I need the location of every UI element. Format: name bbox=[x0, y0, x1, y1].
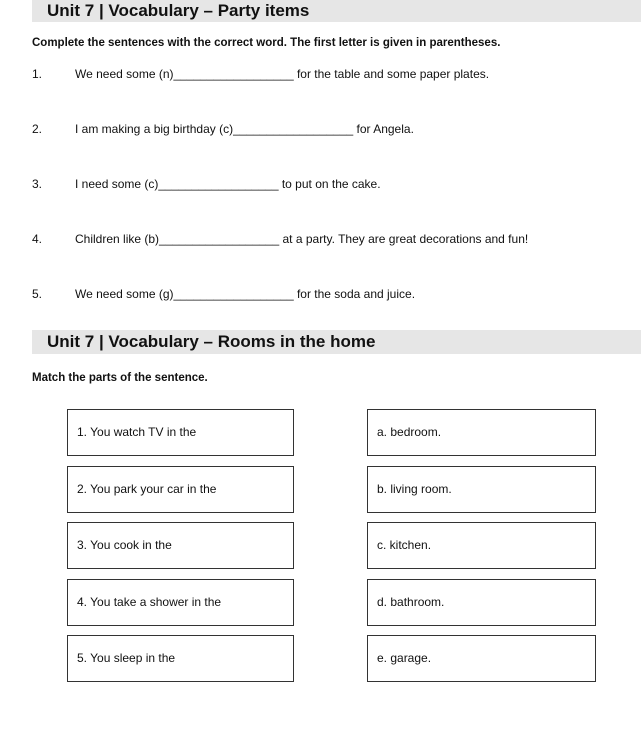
question-number: 1. bbox=[32, 67, 43, 81]
match-left-item: 1. You watch TV in the bbox=[67, 409, 294, 456]
question-text: Children like (b)__________________ at a party. They are great decorations and fun! bbox=[75, 232, 529, 246]
instruction-rooms: Match the parts of the sentence. bbox=[32, 372, 208, 384]
question-number: 3. bbox=[32, 177, 43, 191]
match-right-item: e. garage. bbox=[367, 635, 596, 682]
section-title-party-items: Unit 7 | Vocabulary – Party items bbox=[32, 0, 641, 22]
match-right-item: c. kitchen. bbox=[367, 522, 596, 569]
question-number: 4. bbox=[32, 232, 43, 246]
match-left-item: 2. You park your car in the bbox=[67, 466, 294, 513]
question-number: 5. bbox=[32, 287, 43, 301]
match-left-item: 4. You take a shower in the bbox=[67, 579, 294, 626]
question-number: 2. bbox=[32, 122, 43, 136]
question-text: We need some (g)__________________ for the soda and juice. bbox=[75, 287, 416, 301]
question-text: I need some (c)__________________ to put on the cake. bbox=[75, 177, 381, 191]
match-left-item: 3. You cook in the bbox=[67, 522, 294, 569]
question-text: I am making a big birthday (c)__________________ for Angela. bbox=[75, 122, 414, 136]
match-right-item: d. bathroom. bbox=[367, 579, 596, 626]
match-right-item: b. living room. bbox=[367, 466, 596, 513]
match-right-item: a. bedroom. bbox=[367, 409, 596, 456]
instruction-party-items: Complete the sentences with the correct word. The first letter is given in parentheses. bbox=[32, 37, 501, 49]
section-title-rooms: Unit 7 | Vocabulary – Rooms in the home bbox=[32, 330, 641, 354]
question-text: We need some (n)__________________ for the table and some paper plates. bbox=[75, 67, 490, 81]
match-left-item: 5. You sleep in the bbox=[67, 635, 294, 682]
